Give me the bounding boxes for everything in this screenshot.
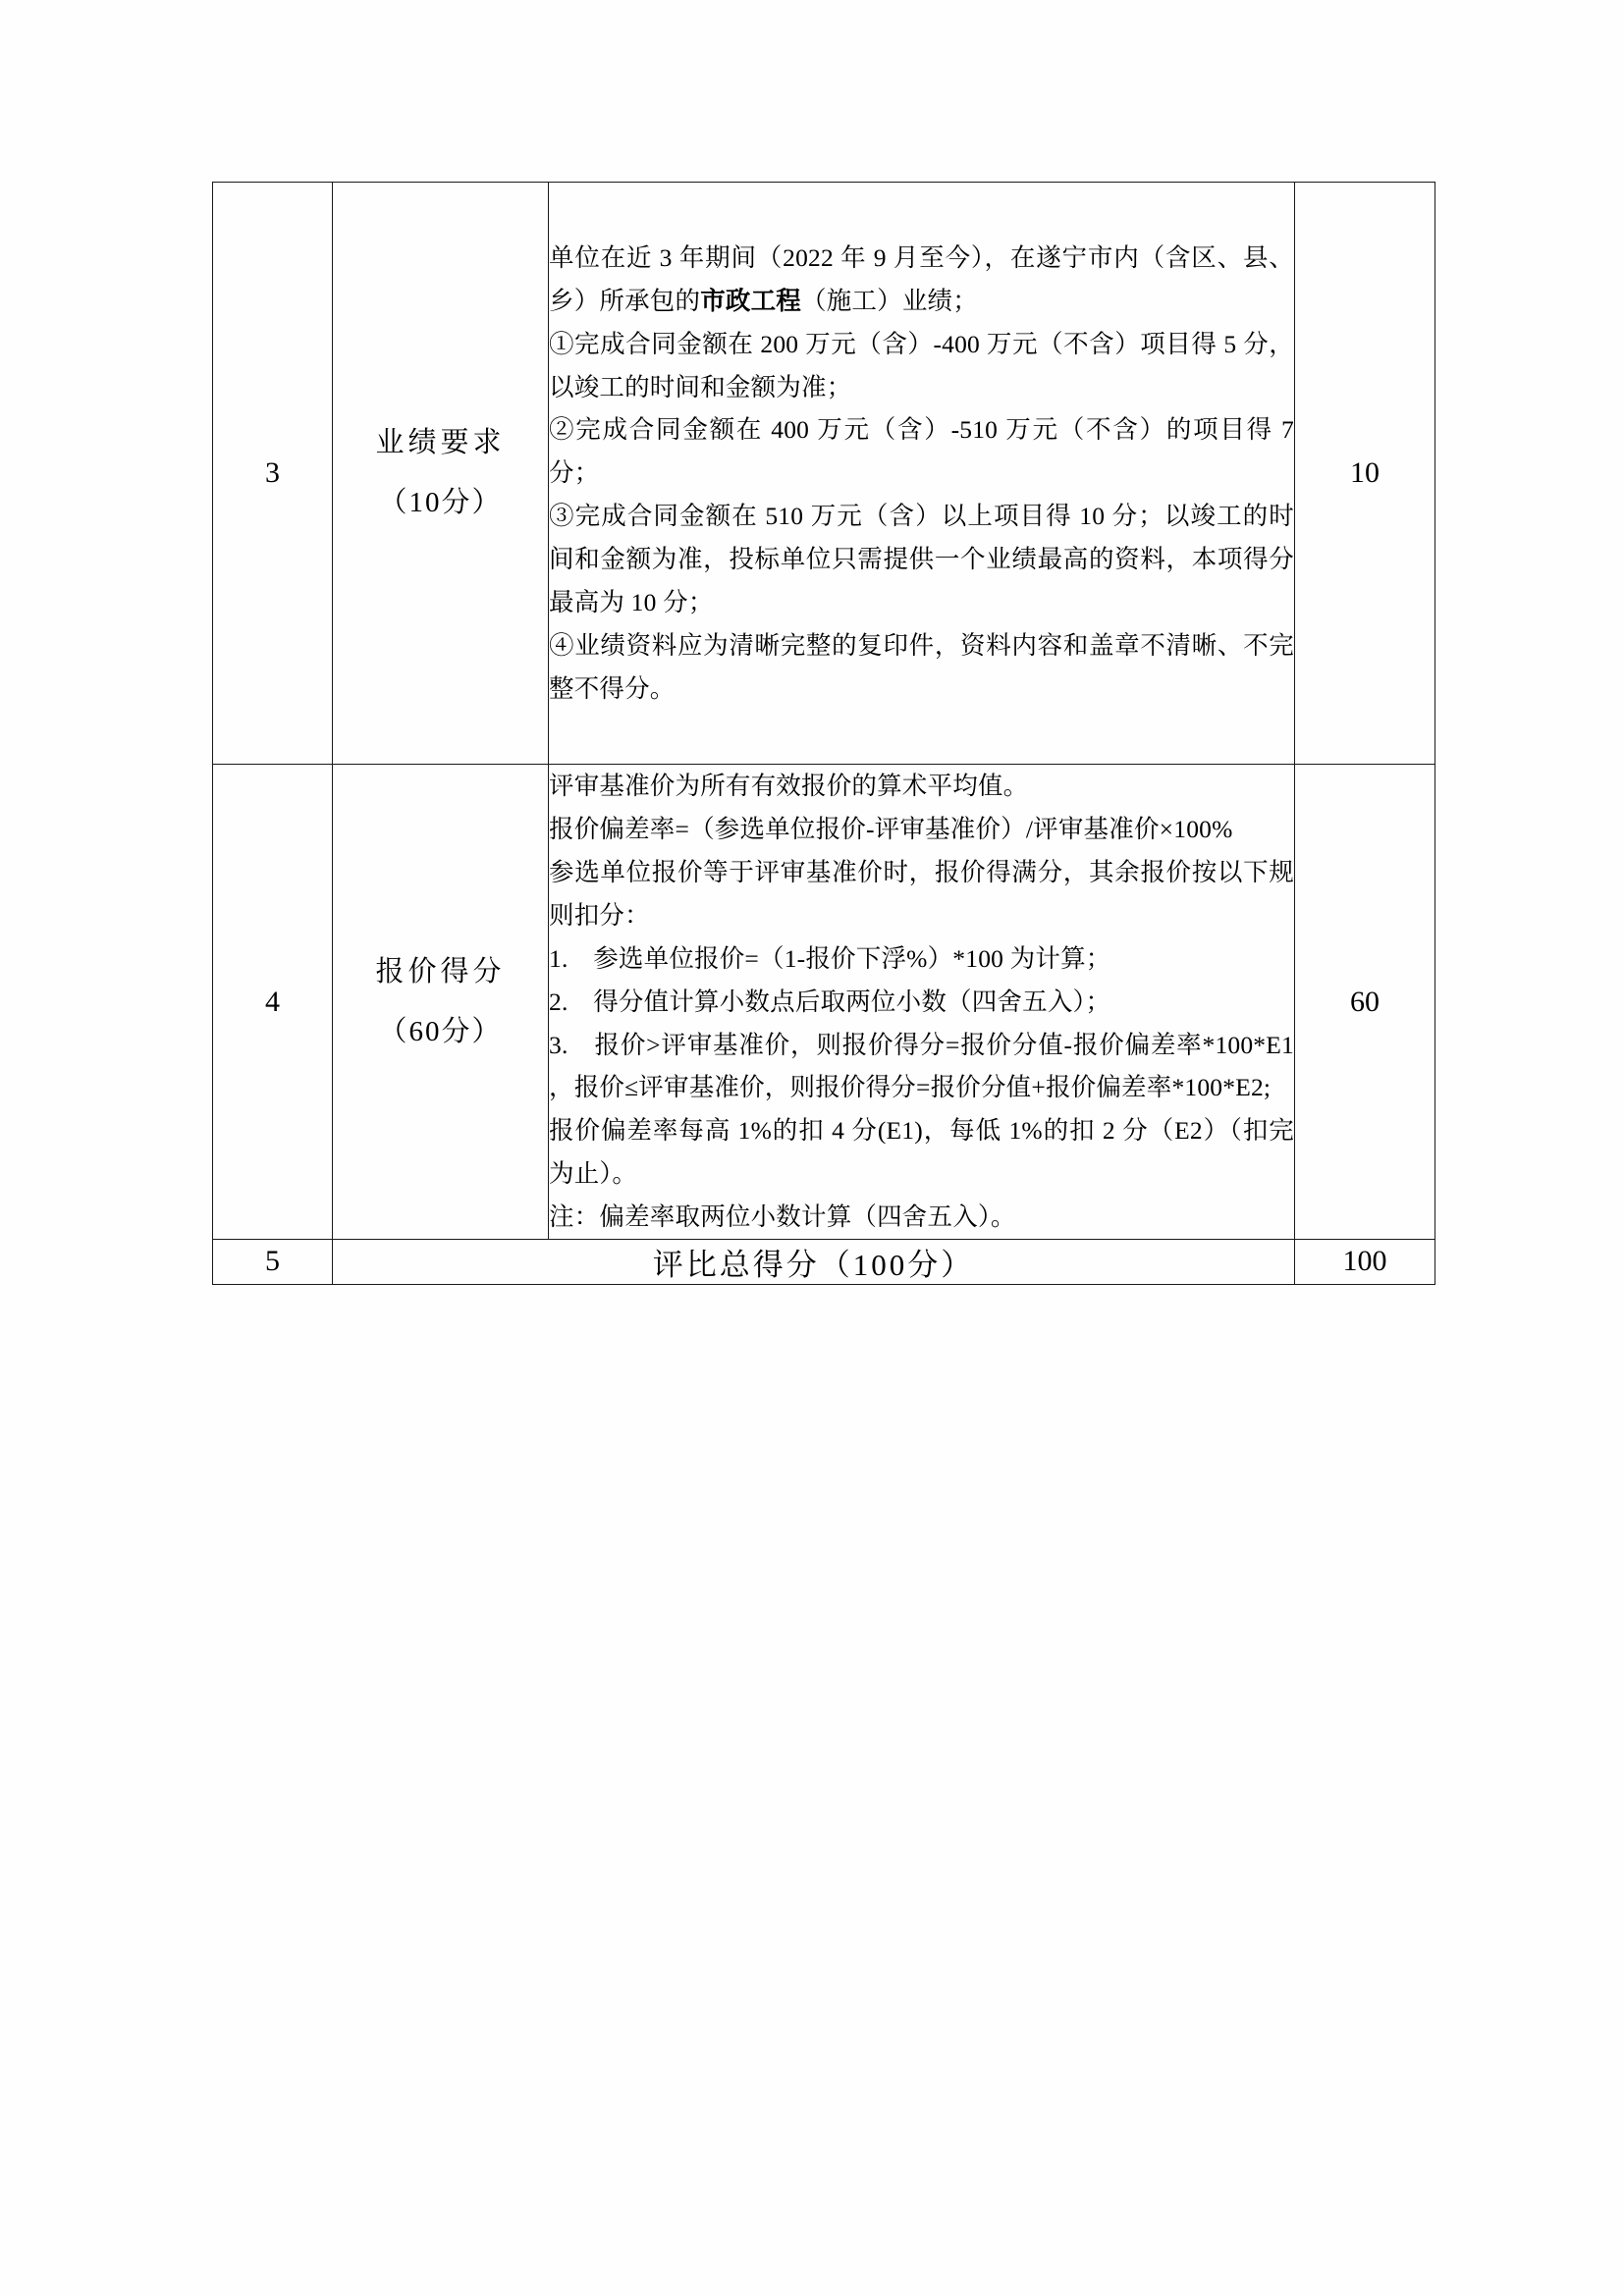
- row-score-cell: 100: [1295, 1239, 1435, 1284]
- table-row: [213, 1239, 1435, 1284]
- desc-paragraph: 报价偏差率每高 1%的扣 4 分(E1)，每低 1%的扣 2 分（E2）（扣完为止）。: [549, 1116, 1294, 1189]
- item-title: 业绩要求: [375, 427, 506, 459]
- desc-paragraph: [549, 237, 1294, 323]
- desc-paragraph: ①完成合同金额在 200 万元（含）-400 万元（不含）项目得 5 分，以竣工的时间和金额为准；: [549, 329, 1294, 401]
- row-description-cell: [549, 183, 1295, 765]
- desc-paragraph: 1. 参选单位报价=（1-报价下浮%）*100 为计算；: [549, 943, 1111, 973]
- desc-paragraph: 报价偏差率=（参选单位报价-评审基准价）/评审基准价×100%: [549, 815, 1233, 844]
- desc-text-2: （施工）业绩；: [801, 286, 978, 315]
- table-row: [213, 183, 1435, 765]
- item-score: （10分）: [378, 487, 503, 519]
- row-item-cell: [333, 183, 549, 765]
- total-score-label: 评比总得分（100分）: [333, 1239, 1295, 1284]
- desc-paragraph: ④业绩资料应为清晰完整的复印件，资料内容和盖章不清晰、不完整不得分。: [549, 630, 1294, 703]
- desc-paragraph: ③完成合同金额在 510 万元（含）以上项目得 10 分；以竣工的时间和金额为准，投标单位只需提供一个业绩最高的资料，本项得分最高为 10 分；: [549, 502, 1294, 616]
- row-item-cell: [333, 765, 549, 1239]
- row-score-cell: 60: [1295, 765, 1435, 1239]
- desc-paragraph: 注：偏差率取两位小数计算（四舍五入）。: [549, 1202, 1016, 1232]
- desc-paragraph: 2. 得分值计算小数点后取两位小数（四舍五入）；: [549, 987, 1111, 1016]
- row-description-cell: [549, 765, 1295, 1239]
- desc-paragraph: 评审基准价为所有有效报价的算术平均值。: [549, 772, 1029, 801]
- table-row: [213, 765, 1435, 1239]
- desc-paragraph: 3. 报价>评审基准价，则报价得分=报价分值-报价偏差率*100*E1 ，报价≤评审基准价，则报价得分=报价分值+报价偏差率*100*E2;: [549, 1030, 1294, 1102]
- row-number-cell: 4: [213, 765, 333, 1239]
- desc-paragraph: 参选单位报价等于评审基准价时，报价得满分，其余报价按以下规则扣分：: [549, 858, 1294, 931]
- desc-text-1: 单位在近 3 年期间（2022 年 9 月至今），在遂宁市内（含区、县、乡）所承包的: [549, 243, 1294, 315]
- evaluation-score-table: [212, 182, 1435, 1285]
- desc-bold-term: 市政工程: [700, 286, 802, 315]
- item-score: （60分）: [378, 1015, 503, 1047]
- row-score-cell: 10: [1295, 183, 1435, 765]
- row-number-cell: 3: [213, 183, 333, 765]
- row-number-cell: 5: [213, 1239, 333, 1284]
- item-title: 报价得分: [375, 955, 506, 988]
- desc-paragraph: ②完成合同金额在 400 万元（含）-510 万元（不含）的项目得 7 分；: [549, 415, 1294, 488]
